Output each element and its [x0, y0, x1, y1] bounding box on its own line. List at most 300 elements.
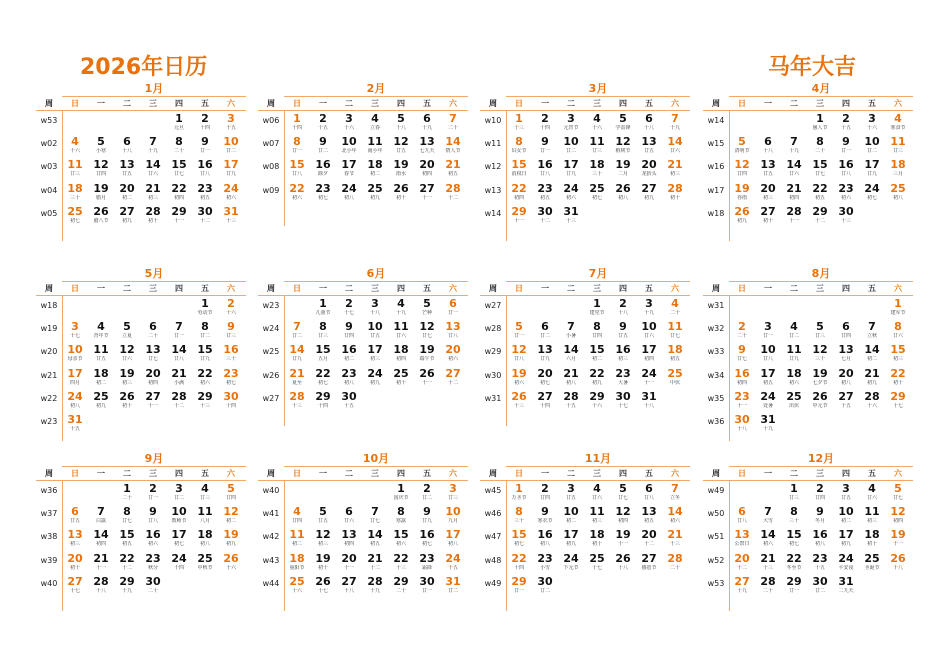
week-row [258, 389, 468, 412]
day-cell [336, 481, 362, 504]
day-number: 27 [838, 389, 854, 403]
day-cell [636, 204, 662, 227]
week-number: w36 [40, 486, 58, 495]
lunar-date: 十六 [69, 148, 80, 155]
weekday-label: 日 [738, 99, 746, 108]
weekday-label: 三 [816, 469, 824, 478]
blessing-title: 马年大吉 [768, 55, 857, 80]
lunar-date: 十六 [866, 402, 877, 409]
lunar-date: 冬至节 [786, 564, 802, 571]
day-cell [584, 204, 610, 227]
day-cell [218, 181, 244, 204]
day-cell [532, 389, 558, 412]
week-row [480, 551, 690, 574]
day-cell [885, 204, 911, 227]
lunar-date: 三十 [69, 194, 80, 201]
lunar-date: 国庆节 [393, 495, 409, 501]
weekday-label: 五 [201, 99, 209, 108]
week-column-label: 周 [712, 469, 720, 478]
day-number: 14 [445, 135, 461, 149]
day-number: 11 [589, 505, 605, 519]
day-cell [62, 296, 88, 319]
month-title: 8月 [729, 267, 913, 282]
day-number: 7 [97, 505, 105, 519]
day-number: 4 [894, 112, 902, 125]
week-row [36, 296, 246, 319]
divider [729, 111, 730, 241]
day-cell [755, 527, 781, 550]
day-cell [192, 111, 218, 134]
day-cell [336, 296, 362, 319]
day-number: 18 [367, 158, 383, 172]
week-row [258, 574, 468, 597]
lunar-date: 初二 [95, 379, 106, 386]
day-number: 7 [671, 112, 679, 125]
day-cell [506, 157, 532, 180]
weekday-label: 三 [816, 284, 824, 293]
day-cell [88, 574, 114, 597]
day-number: 18 [197, 528, 213, 542]
day-cell [755, 412, 781, 435]
day-number: 6 [449, 297, 457, 310]
weekday-header [703, 467, 913, 481]
lunar-date: 初八 [539, 541, 550, 548]
day-cell [166, 366, 192, 389]
day-cell [781, 574, 807, 597]
lunar-date: 廿五 [840, 495, 851, 501]
weekday-label: 五 [423, 469, 431, 478]
weekday-label: 四 [619, 284, 627, 293]
week-row [36, 342, 246, 365]
day-number: 7 [175, 320, 183, 334]
day-number: 4 [790, 320, 798, 334]
lunar-date: 二月 [617, 171, 628, 178]
day-number: 31 [760, 412, 776, 426]
day-cell [362, 157, 388, 180]
week-number: w15 [707, 139, 725, 149]
lunar-date: 廿六 [892, 333, 903, 340]
lunar-date: 秋分 [147, 564, 158, 571]
week-number: w29 [484, 347, 502, 357]
weekday-label: 一 [319, 284, 327, 293]
lunar-date: 十五 [840, 402, 851, 409]
week-row [480, 527, 690, 550]
lunar-date: 廿七 [892, 495, 903, 501]
month-days [36, 296, 246, 435]
day-cell [362, 504, 388, 527]
week-number: w39 [40, 555, 58, 565]
day-cell [885, 574, 911, 597]
day-number: 21 [786, 181, 802, 195]
week-column-label: 周 [712, 284, 720, 293]
lunar-date: 廿七 [173, 171, 184, 178]
lunar-date: 十七 [69, 587, 80, 594]
day-cell [362, 181, 388, 204]
day-number: 29 [786, 574, 802, 588]
day-cell [62, 319, 88, 342]
lunar-date: 十四 [199, 125, 210, 131]
lunar-date: 廿九 [866, 171, 877, 178]
day-cell [218, 389, 244, 412]
day-number: 21 [667, 158, 683, 172]
day-cell [610, 157, 636, 180]
lunar-date: 廿七 [669, 333, 680, 340]
lunar-date: 大雪 [762, 518, 773, 525]
lunar-date: 十三 [565, 217, 576, 224]
day-cell [192, 157, 218, 180]
day-cell [807, 504, 833, 527]
day-cell [610, 481, 636, 504]
week-number: w25 [262, 347, 280, 357]
lunar-date: 三月 [892, 171, 903, 178]
day-number: 28 [667, 551, 683, 565]
day-cell [506, 504, 532, 527]
day-number: 30 [615, 389, 631, 403]
day-number: 5 [816, 320, 824, 334]
lunar-date: 十七 [617, 402, 628, 409]
lunar-date: 儿童节 [315, 310, 331, 316]
day-cell [506, 319, 532, 342]
day-number: 3 [567, 482, 575, 495]
day-cell [610, 551, 636, 574]
day-number: 24 [641, 366, 657, 380]
day-cell [781, 134, 807, 157]
day-cell [166, 481, 192, 504]
lunar-date: 初三 [892, 356, 903, 363]
day-number: 17 [563, 158, 579, 172]
day-number: 1 [816, 112, 824, 125]
lunar-date: 初九 [369, 194, 380, 201]
lunar-date: 处暑 [762, 402, 773, 409]
lunar-date: 北小年 [341, 148, 357, 155]
day-number: 16 [838, 158, 854, 172]
day-number: 18 [589, 158, 605, 172]
day-cell [388, 504, 414, 527]
day-cell [558, 157, 584, 180]
day-cell [807, 296, 833, 319]
divider [729, 296, 730, 441]
lunar-date: 小满 [173, 379, 184, 386]
lunar-date: 十八 [643, 125, 654, 131]
lunar-date: 二十 [447, 125, 458, 131]
day-number: 9 [842, 135, 850, 149]
day-cell [284, 319, 310, 342]
lunar-date: 十五 [225, 125, 236, 131]
day-cell [610, 296, 636, 319]
lunar-date: 初九 [225, 541, 236, 548]
week-number: w07 [262, 139, 280, 149]
day-cell [414, 481, 440, 504]
lunar-date: 初三 [69, 541, 80, 548]
day-number: 18 [589, 528, 605, 542]
day-cell [506, 134, 532, 157]
day-cell [833, 111, 859, 134]
day-number: 23 [419, 551, 435, 565]
day-cell [284, 296, 310, 319]
lunar-date: 初十 [669, 194, 680, 201]
day-number: 11 [589, 135, 605, 149]
day-cell [506, 481, 532, 504]
weekday-label: 六 [449, 469, 457, 478]
day-number: 10 [445, 505, 461, 519]
day-number: 8 [293, 135, 301, 149]
day-number: 8 [515, 135, 523, 149]
week-row [258, 111, 468, 134]
divider [506, 296, 507, 426]
lunar-date: 初九 [736, 217, 747, 224]
day-cell [192, 504, 218, 527]
day-cell [388, 551, 414, 574]
day-cell [558, 527, 584, 550]
week-number: w14 [484, 208, 502, 218]
day-cell [833, 504, 859, 527]
lunar-date: 廿八 [513, 356, 524, 363]
lunar-date: 初四 [788, 194, 799, 201]
lunar-date: 初四 [421, 171, 432, 178]
day-cell [662, 551, 688, 574]
weekday-label: 二 [123, 284, 131, 293]
day-cell [584, 111, 610, 134]
lunar-date: 二十 [669, 310, 680, 316]
day-number: 22 [289, 181, 305, 195]
day-cell [558, 342, 584, 365]
week-number: w32 [707, 324, 725, 334]
day-number: 8 [593, 320, 601, 334]
week-number: w35 [707, 393, 725, 403]
week-number: w27 [484, 301, 502, 310]
lunar-date: 学雷锋 [615, 125, 631, 131]
lunar-date: 寒衣节 [537, 518, 553, 525]
day-number: 23 [223, 366, 239, 380]
week-number: w31 [484, 393, 502, 403]
week-row [258, 181, 468, 204]
day-cell [88, 319, 114, 342]
week-row [703, 412, 913, 435]
lunar-date: 初三 [762, 194, 773, 201]
day-cell [506, 574, 532, 597]
day-cell [336, 504, 362, 527]
day-cell [729, 366, 755, 389]
lunar-date: 二十 [395, 587, 406, 594]
day-cell [558, 504, 584, 527]
week-number: w53 [707, 578, 725, 588]
lunar-date: 十七 [69, 333, 80, 340]
day-number: 3 [175, 482, 183, 495]
day-number: 8 [123, 505, 131, 519]
day-cell [166, 504, 192, 527]
lunar-date: 十九 [395, 310, 406, 316]
weekday-label: 三 [371, 99, 379, 108]
day-number: 27 [641, 551, 657, 565]
lunar-date: 十九 [736, 587, 747, 594]
weekday-label: 一 [764, 99, 772, 108]
day-cell [310, 319, 336, 342]
lunar-date: 廿三 [317, 333, 328, 340]
lunar-date: 廿七 [421, 333, 432, 340]
day-cell [506, 342, 532, 365]
lunar-date: 廿六 [866, 495, 877, 501]
day-number: 28 [171, 389, 187, 403]
lunar-date: 廿六 [147, 171, 158, 178]
week-number: w48 [484, 555, 502, 565]
day-cell [284, 342, 310, 365]
day-cell [662, 204, 688, 227]
day-cell [584, 551, 610, 574]
day-cell [755, 551, 781, 574]
day-cell [859, 181, 885, 204]
weekday-label: 一 [319, 99, 327, 108]
day-cell [532, 574, 558, 597]
day-number: 16 [341, 343, 357, 357]
day-cell [140, 389, 166, 412]
day-cell [88, 204, 114, 227]
day-number: 21 [760, 551, 776, 565]
day-cell [807, 111, 833, 134]
lunar-date: 初二 [840, 518, 851, 525]
day-number: 12 [393, 135, 409, 149]
day-number: 2 [345, 297, 353, 310]
day-cell [885, 481, 911, 504]
day-cell [781, 181, 807, 204]
lunar-date: 廿四 [539, 495, 550, 501]
week-number: w49 [484, 578, 502, 588]
weekday-label: 二 [123, 469, 131, 478]
day-number: 20 [341, 551, 357, 565]
lunar-date: 初三 [591, 518, 602, 525]
day-number: 30 [419, 574, 435, 588]
day-cell [610, 181, 636, 204]
day-number: 25 [289, 574, 305, 588]
lunar-date: 廿二 [447, 587, 458, 594]
day-cell [140, 157, 166, 180]
day-cell [636, 527, 662, 550]
lunar-date: 廿九 [788, 356, 799, 363]
lunar-date: 十二 [814, 217, 825, 224]
lunar-date: 廿一 [840, 148, 851, 155]
day-cell [140, 181, 166, 204]
day-number: 26 [812, 389, 828, 403]
week-number: w38 [40, 532, 58, 542]
week-row [36, 481, 246, 504]
day-cell [885, 551, 911, 574]
day-number: 13 [445, 320, 461, 334]
day-cell [558, 574, 584, 597]
day-number: 1 [123, 482, 131, 495]
weekday-label: 一 [764, 284, 772, 293]
lunar-date: 教师节 [171, 518, 187, 525]
lunar-date: 立秋 [866, 333, 877, 340]
week-number: w47 [484, 532, 502, 542]
weekday-label: 六 [227, 99, 235, 108]
lunar-date: 十七 [343, 310, 354, 316]
day-number: 14 [563, 343, 579, 357]
lunar-date: 十一 [643, 379, 654, 386]
day-cell [362, 319, 388, 342]
day-number: 10 [760, 343, 776, 357]
day-number: 6 [645, 482, 653, 495]
lunar-date: 初五 [762, 379, 773, 386]
week-number: w12 [484, 162, 502, 172]
lunar-date: 廿五 [317, 518, 328, 525]
day-number: 17 [67, 366, 83, 380]
day-cell [807, 574, 833, 597]
day-cell [88, 181, 114, 204]
week-row [703, 366, 913, 389]
day-number: 28 [563, 389, 579, 403]
week-number: w14 [707, 116, 725, 125]
lunar-date: 廿八 [736, 518, 747, 525]
day-number: 24 [171, 551, 187, 565]
day-cell [166, 551, 192, 574]
lunar-date: 初三 [317, 541, 328, 548]
day-number: 20 [119, 181, 135, 195]
day-cell [440, 181, 466, 204]
day-number: 29 [119, 574, 135, 588]
day-number: 17 [838, 528, 854, 542]
lunar-date: 廿五 [95, 356, 106, 363]
day-cell [388, 296, 414, 319]
week-number: w19 [40, 324, 58, 334]
lunar-date: 十五 [69, 425, 80, 432]
divider [62, 111, 63, 241]
week-row [258, 504, 468, 527]
month-10 [258, 452, 468, 597]
month-9 [36, 452, 246, 597]
day-cell [284, 574, 310, 597]
day-number: 7 [293, 320, 301, 334]
day-cell [729, 527, 755, 550]
day-number: 11 [67, 158, 83, 172]
day-cell [218, 366, 244, 389]
day-number: 9 [816, 505, 824, 519]
day-cell [336, 527, 362, 550]
week-row [36, 551, 246, 574]
week-number: w24 [262, 324, 280, 334]
day-cell [885, 157, 911, 180]
weekday-label: 一 [97, 99, 105, 108]
day-cell [610, 319, 636, 342]
day-cell [62, 181, 88, 204]
divider [506, 481, 507, 611]
lunar-date: 廿六 [669, 148, 680, 155]
day-cell [336, 111, 362, 134]
lunar-date: 初七 [173, 541, 184, 548]
lunar-date: 十四 [173, 564, 184, 571]
day-number: 13 [145, 343, 161, 357]
lunar-date: 廿八 [643, 495, 654, 501]
day-number: 18 [786, 366, 802, 380]
lunar-date: 初十 [69, 564, 80, 571]
day-cell [192, 551, 218, 574]
lunar-date: 廿二 [866, 148, 877, 155]
day-cell [192, 181, 218, 204]
day-cell [114, 551, 140, 574]
day-cell [414, 157, 440, 180]
day-number: 20 [445, 343, 461, 357]
lunar-date: 廿九 [539, 356, 550, 363]
divider [284, 111, 285, 226]
day-cell [62, 111, 88, 134]
day-number: 24 [341, 181, 357, 195]
lunar-date: 植树节 [615, 148, 631, 155]
lunar-date: 十一 [617, 541, 628, 548]
day-cell [729, 504, 755, 527]
day-cell [833, 134, 859, 157]
lunar-date: 廿一 [173, 333, 184, 340]
lunar-date: 十六 [343, 125, 354, 131]
lunar-date: 初八 [69, 402, 80, 409]
day-cell [114, 319, 140, 342]
